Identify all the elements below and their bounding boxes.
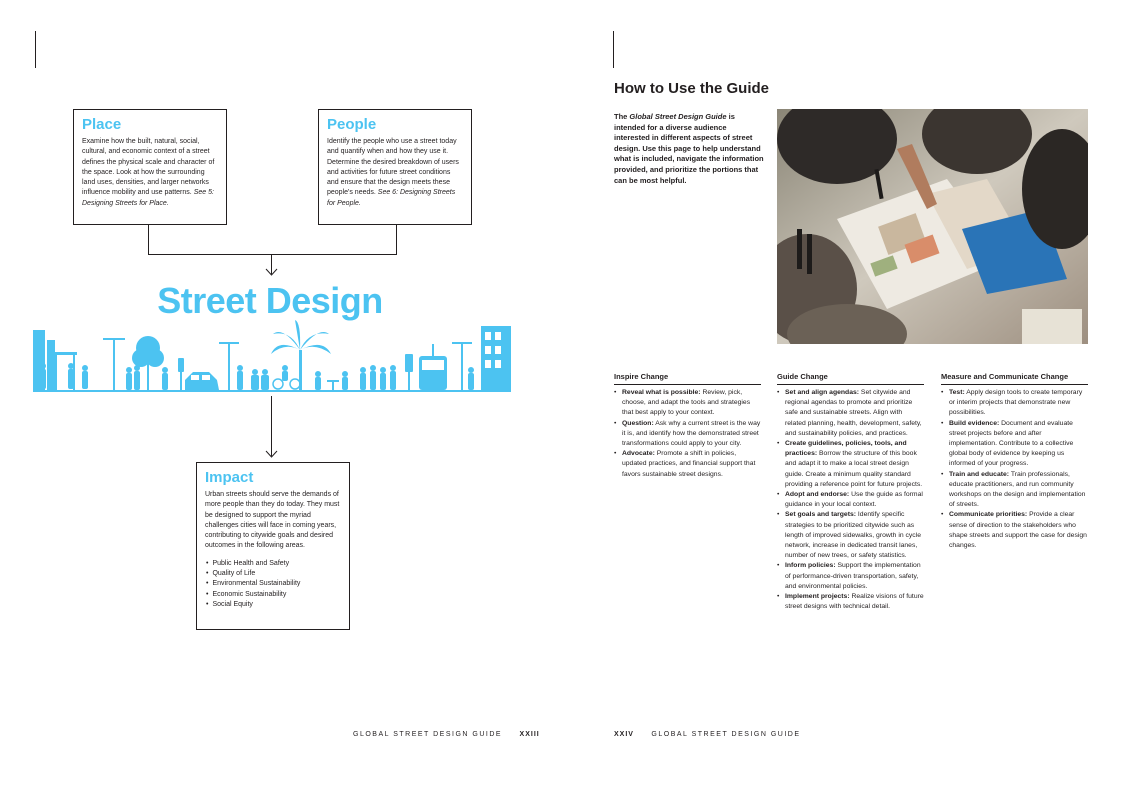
list-item: • Build evidence: Document and evaluate street projects before and after implementation. Contribute to a collective global body of evidence by keeping us informed of your progress. — [941, 419, 1088, 470]
people-body: Identify the people who use a street today and quantify when and how they use it. Determine the desired breakdown of users and activities for future street conditions and ensure that the design meets these people's needs. See 6: Designing Streets for People. — [327, 138, 459, 207]
list-item: • Communicate priorities: Provide a clear sense of direction to the stakeholders who shape streets and support the case for design changes. — [941, 510, 1088, 551]
list-item: • Create guidelines, policies, tools, and practices: Borrow the structure of this book and adapt it to make a local street design guide. Create a minimum quality standard providing a reference point for future projects. — [777, 439, 924, 490]
column-guide-change — [777, 372, 924, 612]
list-item: • Environmental Sustainability — [213, 579, 341, 589]
list-item: • Set goals and targets: Identify specific strategies to be prioritized citywide such as length of improved sidewalks, growth in cycle network, increase in dedicated transit lanes, number of new trees, or safety statistics. — [777, 510, 924, 561]
list-item: • Train and educate: Train professionals, educate practitioners, and run community workshops on the design and implementation of streets. — [941, 470, 1088, 511]
people-ref: See 6: Designing Streets for People. — [327, 189, 456, 207]
list-item: • Public Health and Safety — [213, 559, 341, 569]
arrow-down-icon-2 — [265, 450, 278, 459]
people-title: People — [327, 116, 377, 133]
column-title: Inspire Change — [614, 372, 761, 385]
connector-horizontal — [148, 254, 397, 255]
list-item: • Set and align agendas: Set citywide and regional agendas to promote and prioritize safe and sustainable streets. Align with related planning, health, development, safety, and sustainability policies, and practices. — [777, 388, 924, 439]
page-rule-right — [613, 31, 614, 68]
footer-right — [614, 731, 801, 738]
page-heading: How to Use the Guide — [614, 80, 770, 97]
place-body: Examine how the built, natural, social, cultural, and economic context of a street defines the physical scale and character of the space. Look at how the surrounding land uses, densities, and larger networks influence mobility and use patterns. See 5: Designing Streets for Place. — [82, 138, 215, 207]
page-number-right: XXIV — [614, 731, 634, 738]
column-title: Guide Change — [777, 372, 924, 385]
column-inspire-change — [614, 372, 761, 480]
connector-to-impact — [271, 396, 272, 456]
page-number-left: XXIII — [519, 731, 540, 738]
street-design-title: Street Design — [157, 280, 383, 321]
list-item: • Implement projects: Realize visions of future street designs with technical detail. — [777, 592, 924, 612]
list-item: • Economic Sustainability — [213, 590, 341, 600]
place-title: Place — [82, 116, 122, 133]
place-ref: See 5: Designing Streets for Place. — [82, 189, 214, 207]
connector-place-down — [148, 225, 149, 254]
impact-title: Impact — [205, 469, 254, 486]
impact-body: Urban streets should serve the demands of more people than they do today. They must be designed to support the myriad challenges cities will face in coming years, contributing to citywide goals and desired outcomes in the following areas. — [205, 491, 340, 550]
list-item: • Test: Apply design tools to create temporary or interim projects that demonstrate new possibilities. — [941, 388, 1088, 419]
footer-right-title: GLOBAL STREET DESIGN GUIDE — [651, 731, 801, 738]
intro-paragraph: The Global Street Design Guide is intended for a diverse audience interested in different aspects of street design. Use this page to help understand what is included, navigate the information provided, and prioritize the portions that can be most helpful. — [614, 112, 764, 185]
workshop-photo — [777, 109, 1088, 344]
list-item: • Quality of Life — [213, 569, 341, 579]
column-list — [941, 388, 1088, 551]
impact-list — [205, 559, 341, 610]
column-title: Measure and Communicate Change — [941, 372, 1088, 385]
column-list — [777, 388, 924, 612]
list-item: • Advocate: Promote a shift in policies, updated practices, and financial support that favors sustainable street designs. — [614, 449, 761, 480]
list-item: • Question: Ask why a current street is the way it is, and identify how the demonstrated street transformations could apply to your city. — [614, 419, 761, 450]
street-scene-illustration — [33, 318, 513, 396]
people-box — [318, 109, 472, 225]
list-item: • Inform policies: Support the implementation of performance-driven transportation, safety, and environmental policies. — [777, 561, 924, 592]
page-rule-left — [35, 31, 36, 68]
list-item: • Reveal what is possible: Review, pick, choose, and adapt the tools and strategies that best apply to your context. — [614, 388, 761, 419]
footer-left — [353, 731, 540, 738]
arrow-down-icon — [265, 268, 278, 277]
place-box — [73, 109, 227, 225]
footer-left-title: GLOBAL STREET DESIGN GUIDE — [353, 731, 503, 738]
column-measure-change — [941, 372, 1088, 551]
list-item: • Adopt and endorse: Use the guide as formal guidance in your local context. — [777, 490, 924, 510]
list-item: • Social Equity — [213, 600, 341, 610]
connector-people-down — [396, 225, 397, 254]
impact-box — [196, 462, 350, 630]
column-list — [614, 388, 761, 480]
